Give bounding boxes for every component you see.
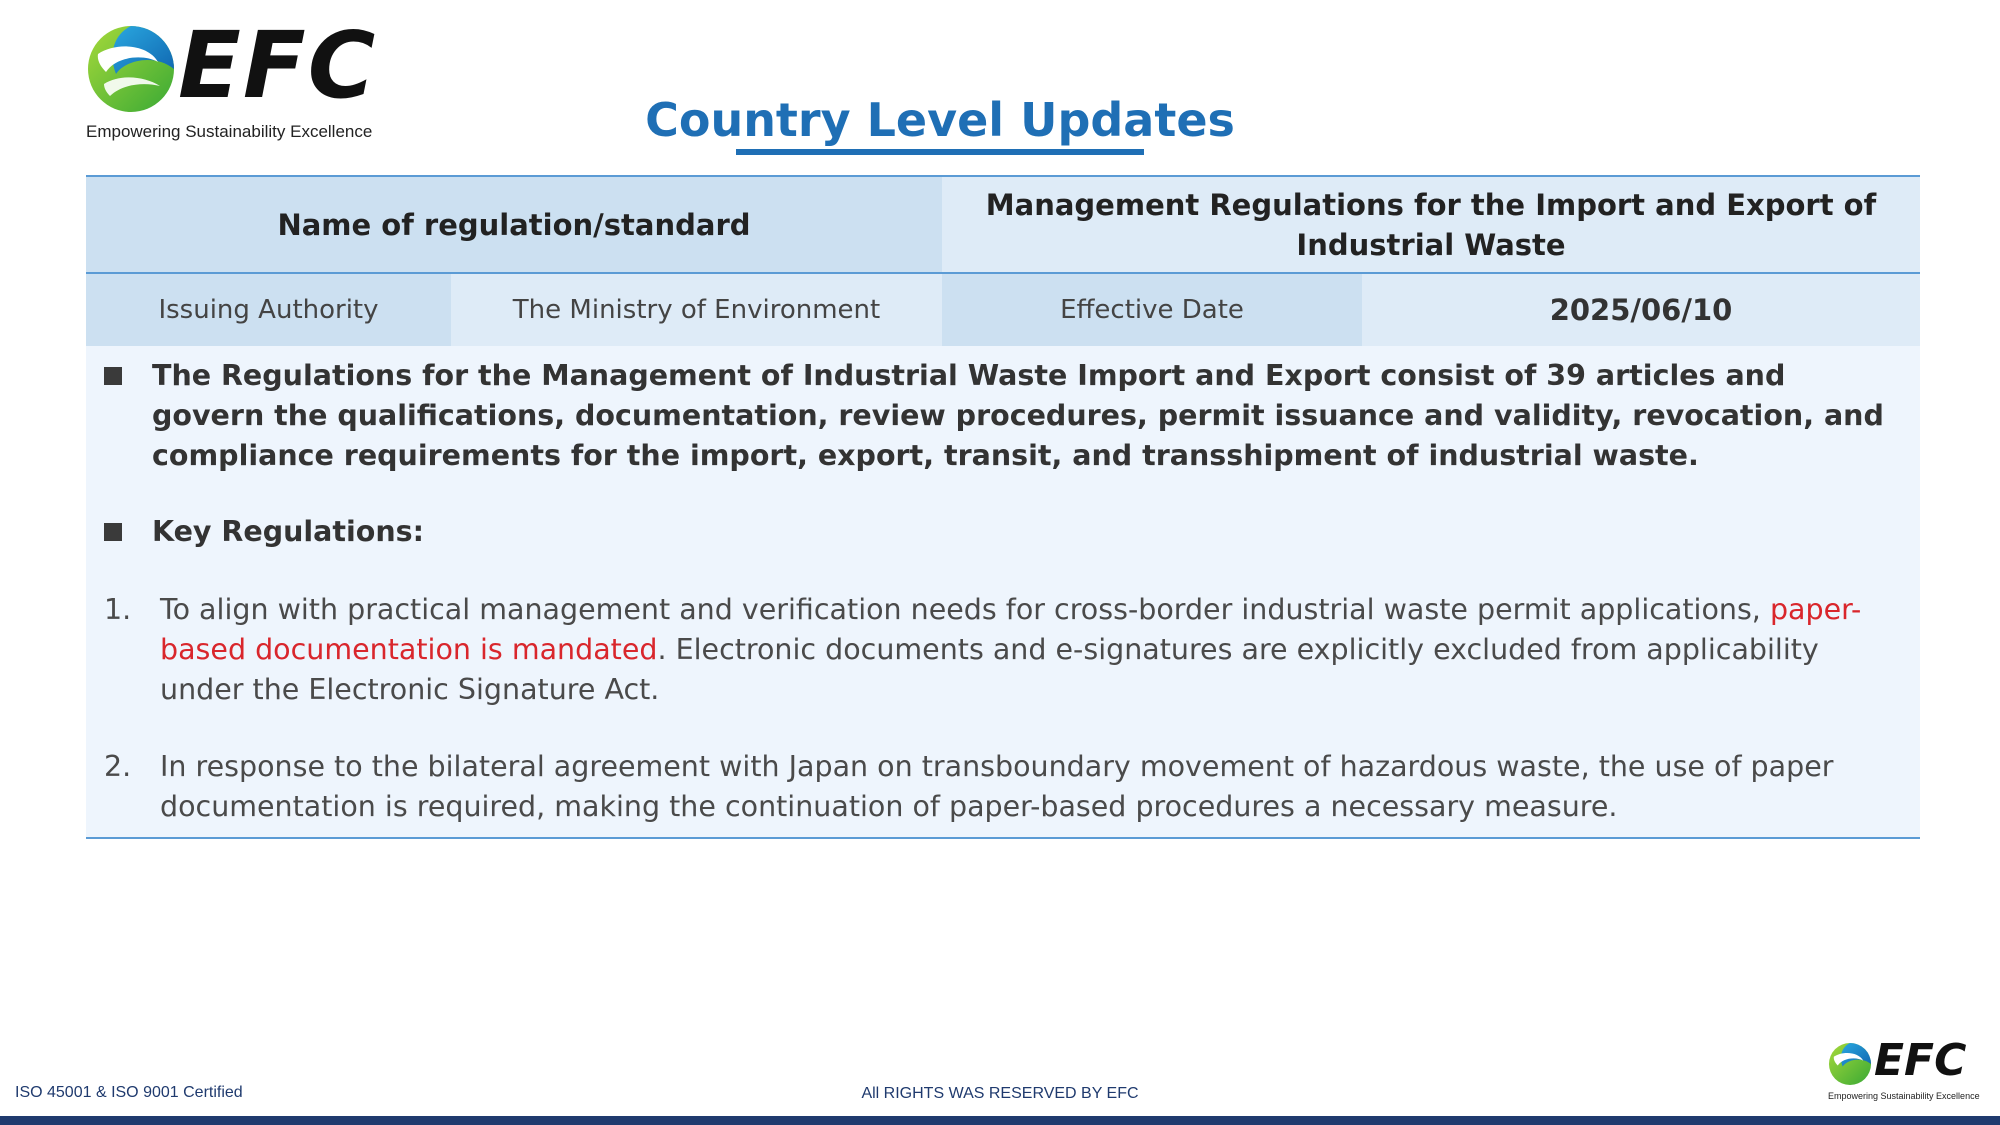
regulation-body	[86, 346, 1920, 839]
efc-swirl-globe-icon	[86, 24, 176, 114]
key-regulation-item	[104, 747, 1900, 827]
copyright-text: All RIGHTS WAS RESERVED BY EFC	[861, 1085, 1139, 1102]
page-title: Country Level Updates	[645, 93, 1235, 147]
effective-date-value: 2025/06/10	[1362, 274, 1920, 346]
square-bullet-icon	[104, 367, 122, 385]
item-number: 2.	[104, 750, 132, 783]
logo-wordmark: EFC	[178, 12, 378, 119]
summary-bullet	[104, 356, 1900, 476]
item-text: In response to the bilateral agreement with Japan on transboundary movement of hazardous waste, the use of paper documentation is required, making the continuation of paper-based procedures a necessary measure.	[160, 750, 1834, 823]
footer-logo-wordmark: EFC	[1874, 1035, 1967, 1086]
summary-text: The Regulations for the Management of Industrial Waste Import and Export consist of 39 articles and govern the qualifications, documentation, review procedures, permit issuance and validity, revocation, and compliance requirements for the import, export, transit, and transshipment of industrial waste.	[152, 359, 1884, 472]
effective-date-label: Effective Date	[942, 274, 1362, 346]
footer-efc-logo	[1828, 1035, 1988, 1104]
efc-logo	[86, 12, 386, 146]
item-text-before: To align with practical management and verification needs for cross-border industrial waste permit applications,	[160, 593, 1770, 626]
key-regulations-bullet	[104, 512, 1900, 552]
key-regulation-item	[104, 590, 1900, 710]
logo-tagline: Empowering Sustainability Excellence	[86, 122, 373, 141]
efc-swirl-globe-icon	[1828, 1042, 1872, 1086]
title-underline	[736, 149, 1144, 155]
footer-bar	[0, 1116, 2000, 1125]
key-regulations-heading: Key Regulations:	[152, 515, 425, 548]
certification-text: ISO 45001 & ISO 9001 Certified	[15, 1084, 243, 1101]
square-bullet-icon	[104, 523, 122, 541]
regulation-card	[86, 175, 1920, 839]
regulation-name-label: Name of regulation/standard	[86, 177, 942, 272]
regulation-name-row	[86, 175, 1920, 274]
regulation-name-value: Management Regulations for the Import and Export of Industrial Waste	[942, 177, 1920, 272]
item-text-after: . Electronic documents and e-signatures are explicitly excluded from applicability under the Electronic Signature Act.	[160, 633, 1819, 706]
issuing-authority-label: Issuing Authority	[86, 274, 451, 346]
item-number: 1.	[104, 593, 132, 626]
footer-logo-tagline: Empowering Sustainability Excellence	[1828, 1091, 1980, 1101]
regulation-meta-row	[86, 274, 1920, 346]
issuing-authority-value: The Ministry of Environment	[451, 274, 942, 346]
item-highlight: paper-based documentation is mandated	[160, 593, 1862, 666]
